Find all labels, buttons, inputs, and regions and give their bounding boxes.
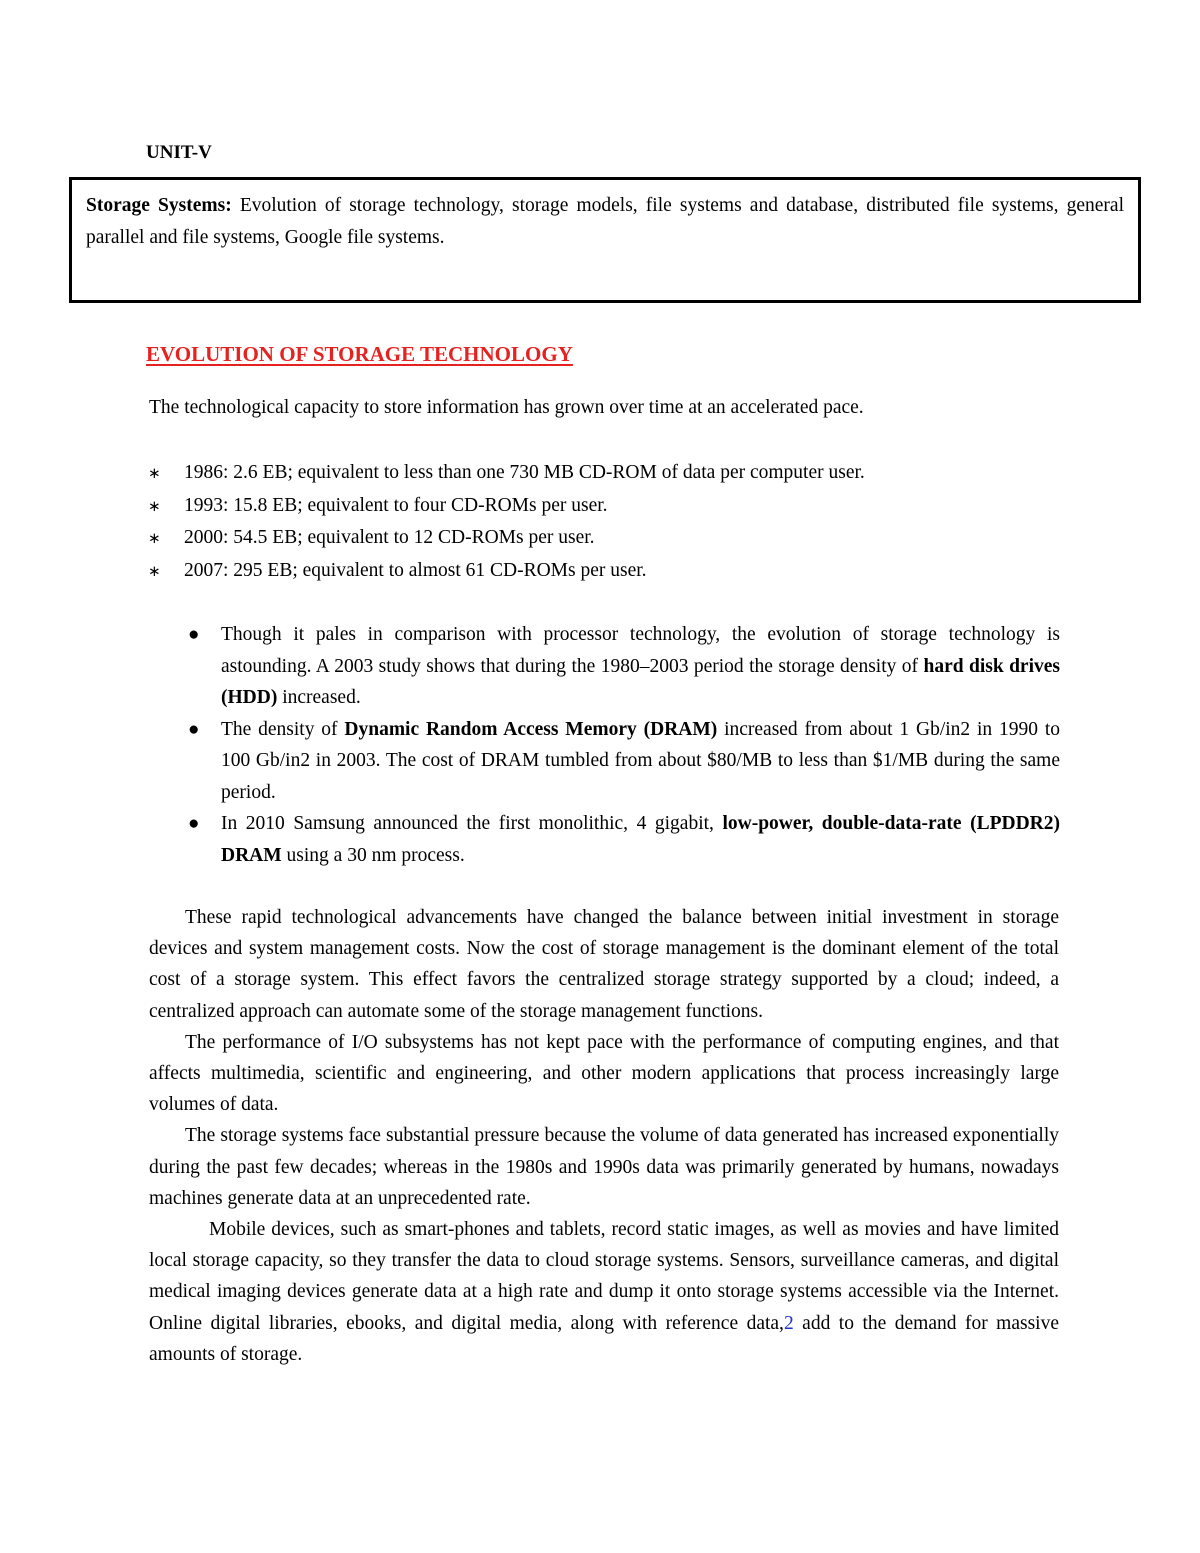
list-item-text: 1993: 15.8 EB; equivalent to four CD-ROMs per user. — [184, 494, 608, 516]
asterisk-bullet-icon: ∗ — [148, 496, 161, 515]
dot-bullet-icon: ● — [188, 718, 200, 740]
list-item — [146, 522, 1066, 555]
list-item — [146, 457, 1066, 490]
paragraph: The performance of I/O subsystems has not kept pace with the performance of computing engines, and that affects multimedia, scientific and engineering, and other modern applications that process increasingly large volumes of data. — [149, 1031, 1059, 1116]
syllabus-text — [86, 190, 1124, 254]
asterisk-bullet-icon: ∗ — [148, 529, 161, 547]
syllabus-label: Storage Systems: — [86, 195, 232, 216]
paragraph: These rapid technological advancements have changed the balance between initial investment in storage devices and system management costs. Now the cost of storage management is the dominant element of the total cost of a storage system. This effect favors the centralized storage strategy supported by a cloud; indeed, a centralized approach can automate some of the storage management functions. — [149, 907, 1059, 1022]
dot-bullet-icon: ● — [188, 624, 200, 645]
list-item-text: using a 30 nm process. — [281, 844, 465, 866]
list-item-text: Though it pales in comparison with processor technology, the evolution of storage technology is astounding. A 2003 study shows that during the 1980–2003 period the storage density of — [221, 624, 1060, 677]
asterisk-bullet-icon: ∗ — [148, 464, 161, 482]
paragraph-text: Mobile devices, such as smart-phones and tablets, record static images, as well as movies and have limited local storage capacity, so they transfer the data to cloud storage systems. Sensors, surveillance cameras, and digital medical imaging devices generate data at a high rate and dump it onto storage systems accessible via the Internet. Online digital libraries, ebooks, and digital media, along with reference data, — [149, 1219, 1059, 1334]
section-heading: EVOLUTION OF STORAGE TECHNOLOGY — [146, 342, 573, 366]
syllabus-topics: Evolution of storage technology, storage models, file systems and database, distributed file systems, general parallel and file systems, Google file systems. — [86, 195, 1124, 248]
list-item — [146, 555, 1066, 588]
intro-paragraph: The technological capacity to store information has grown over time at an accelerated pace. — [149, 397, 864, 418]
list-item — [186, 808, 1060, 871]
reference-link[interactable]: 2 — [783, 1312, 794, 1334]
list-item-bold: Dynamic Random Access Memory (DRAM) — [344, 718, 718, 740]
asterisk-bullet-icon: ∗ — [148, 561, 161, 580]
list-item-text: 2000: 54.5 EB; equivalent to 12 CD-ROMs per user. — [184, 527, 595, 548]
list-item-text: 2007: 295 EB; equivalent to almost 61 CD-ROMs per user. — [184, 559, 647, 581]
list-item — [146, 490, 1066, 523]
body-text — [149, 902, 1059, 1370]
list-item-text: In 2010 Samsung announced the first monolithic, 4 gigabit, — [221, 813, 723, 834]
paragraph: The storage systems face substantial pressure because the volume of data generated has increased exponentially during the past few decades; whereas in the 1980s and 1990s data was primarily generated by humans, nowadays machines generate data at an unprecedented rate. — [149, 1125, 1059, 1209]
technology-bullet-list — [186, 619, 1060, 871]
list-item-bold: hard disk drives (HDD) — [221, 655, 1061, 708]
list-item-bold: low-power, double-data-rate (LPDDR2) DRAM — [221, 813, 1060, 866]
storage-capacity-list — [146, 457, 1066, 587]
list-item — [186, 619, 1060, 714]
paragraph — [149, 1214, 1059, 1370]
unit-title: UNIT-V — [146, 142, 212, 163]
paragraph-text: add to the demand for massive amounts of storage. — [149, 1312, 1059, 1365]
dot-bullet-icon: ● — [188, 813, 200, 834]
syllabus-box — [69, 177, 1141, 303]
list-item-text: 1986: 2.6 EB; equivalent to less than one 730 MB CD-ROM of data per computer user. — [184, 462, 865, 483]
list-item-text: increased from about 1 Gb/in2 in 1990 to 100 Gb/in2 in 2003. The cost of DRAM tumbled from about $80/MB to less than $1/MB during the same period. — [221, 718, 1060, 803]
list-item — [186, 714, 1060, 809]
list-item-text: The density of — [221, 718, 345, 740]
list-item-text: increased. — [277, 687, 361, 708]
